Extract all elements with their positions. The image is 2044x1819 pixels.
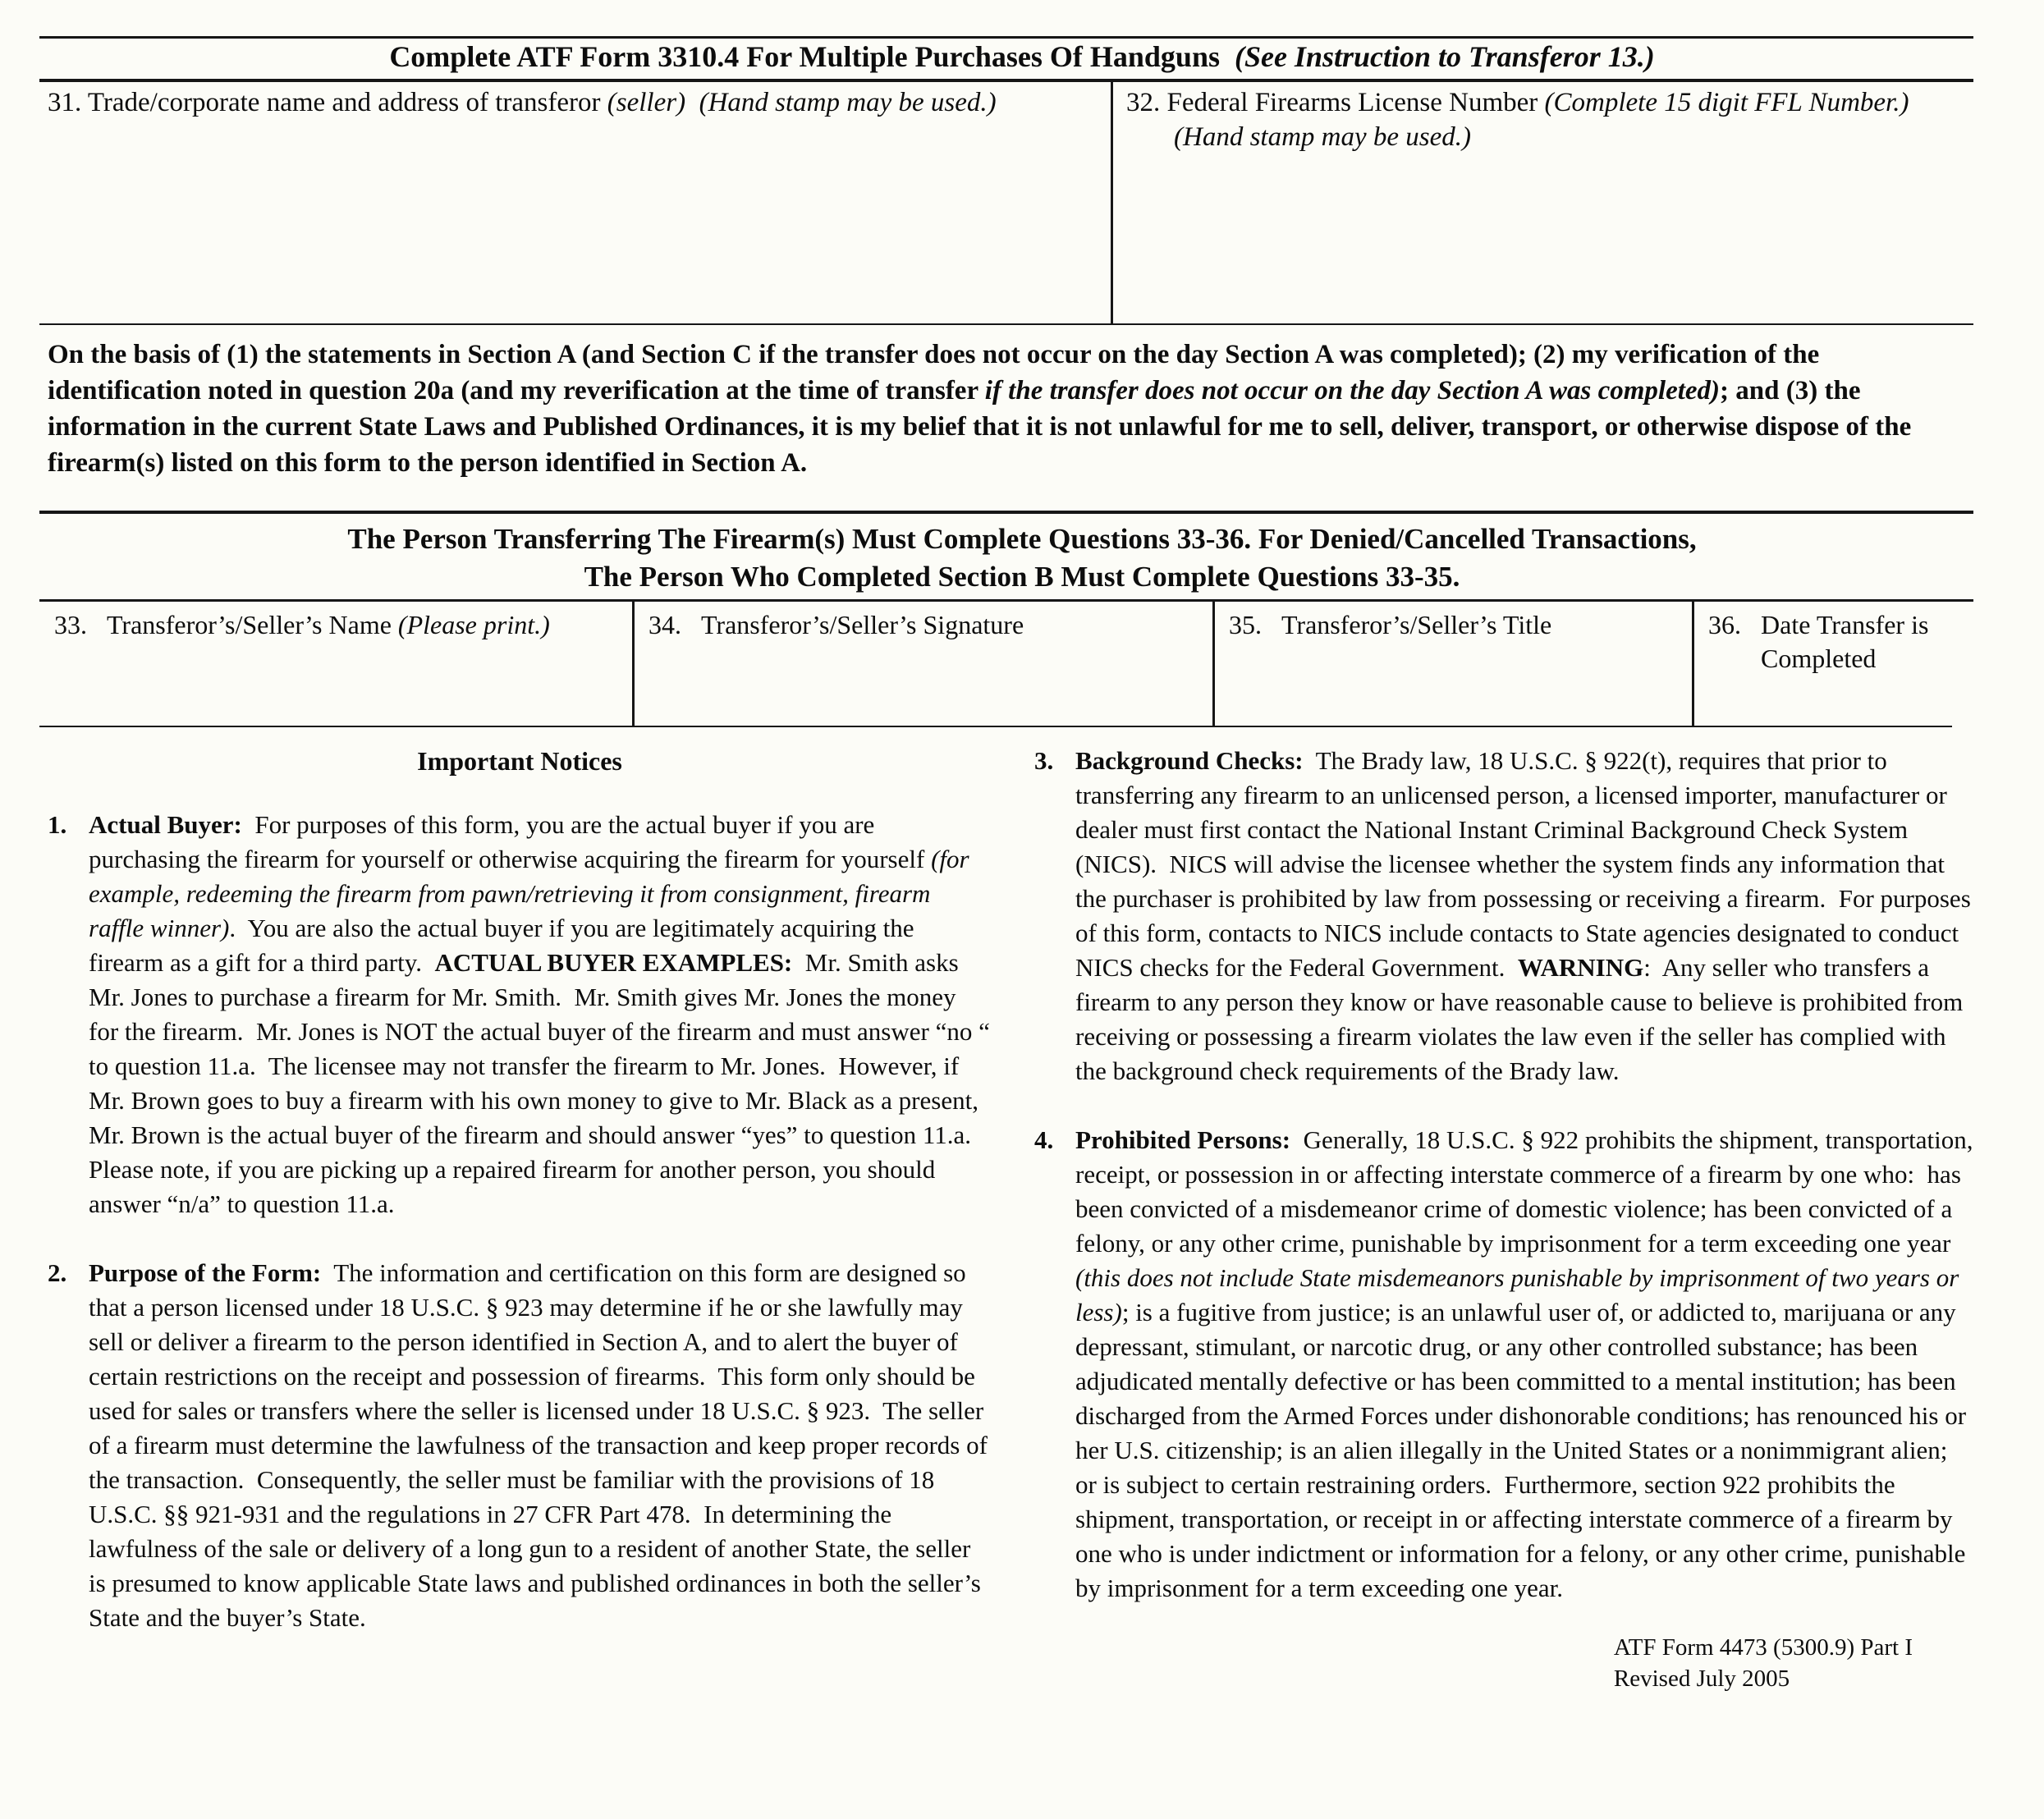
divider [1111, 79, 1113, 325]
transfer-section-header-line1: The Person Transferring The Firearm(s) Must Complete Questions 33-36. For Denied/Cancelled Transactions, [347, 523, 1697, 555]
field-33-text: Transferor’s/Seller’s Name (Please print.) [107, 610, 550, 639]
field-36-entry-area[interactable] [1702, 653, 1956, 726]
important-notices-heading: Important Notices [417, 746, 622, 776]
field-34-number: 34. [648, 610, 681, 639]
divider [39, 79, 1973, 82]
form-identifier-footer [1614, 1632, 1913, 1694]
divider [39, 511, 1973, 514]
notices-right-column [1034, 744, 1980, 1694]
field-34-text: Transferor’s/Seller’s Signature [701, 610, 1024, 639]
box-32-label: 32. Federal Firearms License Number (Complete 15 digit FFL Number.) (Hand stamp may be used.) [1126, 88, 1909, 152]
form-number-line: ATF Form 4473 (5300.9) Part I [1613, 1634, 1913, 1661]
notice-1-number: 1. [48, 810, 67, 839]
field-33-label [48, 602, 632, 642]
seller-certification-text: On the basis of (1) the statements in Section A (and Section C if the transfer does not occur on the day Section A was completed); (2) my verification of the identification noted in question 20a (and my reverification at the time of transfer if the transfer does not occur on the day Section A was completed); and (3) the information in the current State Laws and Published Ordinances, it is my belief that it is not unlawful for me to sell, deliver, transport, or otherwise dispose of the firearm(s) listed on this form to the person identified in Section A. [48, 340, 1918, 478]
multiple-purchases-banner: Complete ATF Form 3310.4 For Multiple Purchases Of Handguns (See Instruction to Transferor 13.) [389, 40, 1655, 73]
notice-1-body: Actual Buyer: For purposes of this form, you are the actual buyer if you are purchasing the firearm for yourself or otherwise acquiring the firearm for yourself (for example, redeeming the firearm from pawn/retrieving it from consignment, firearm raffle winner). You are also the actual buyer if you are legitimately acquiring the firearm as a gift for a third party. ACTUAL BUYER EXAMPLES: Mr. Smith asks Mr. Jones to purchase a firearm for Mr. Smith. Mr. Smith gives Mr. Jones the money for the firearm. Mr. Jones is NOT the actual buyer of the firearm and must answer “no “ to question 11.a. The licensee may not transfer the firearm to Mr. Jones. However, if Mr. Brown goes to buy a firearm with his own money to give to Mr. Black as a present, Mr. Brown is the actual buyer of the firearm and should answer “yes” to question 11.a. Please note, if you are picking up a repaired firearm for another person, you should answer “n/a” to question 11.a. [89, 810, 997, 1218]
field-33-seller-name [48, 602, 632, 726]
divider [632, 602, 635, 726]
field-35-entry-area[interactable] [1222, 653, 1692, 726]
transfer-section-header-line2: The Person Who Completed Section B Must Complete Questions 33-35. [584, 561, 1460, 593]
notice-3-number: 3. [1034, 746, 1054, 775]
field-35-label [1222, 602, 1692, 642]
box-31-label: 31. Trade/corporate name and address of transferor (seller) (Hand stamp may be used.) [48, 88, 997, 117]
field-36-text: Date Transfer is Completed [1761, 610, 1936, 673]
notice-item-2-purpose-of-form [48, 1256, 992, 1635]
field-36-date-transfer-completed [1702, 602, 1956, 726]
field-35-text: Transferor’s/Seller’s Title [1281, 610, 1552, 639]
form-revision-line: Revised July 2005 [1613, 1666, 1790, 1692]
field-35-number: 35. [1229, 610, 1262, 639]
notice-2-number: 2. [48, 1258, 67, 1287]
notices-left-column [48, 744, 997, 1635]
field-33-entry-area[interactable] [48, 653, 632, 726]
notice-item-3-background-checks [1034, 744, 1978, 1088]
notice-3-body: Background Checks: The Brady law, 18 U.S.C. § 922(t), requires that prior to transferring any firearm to an unlicensed person, a licensed importer, manufacturer or dealer must first contact the National Instant Criminal Background Check System (NICS). NICS will advise the licensee whether the system finds any information that the purchaser is prohibited by law from possessing or receiving a firearm. For purposes of this form, contacts to NICS include contacts to State agencies designated to conduct NICS checks for the Federal Government. WARNING: Any seller who transfers a firearm to any person they know or have reasonable cause to believe is prohibited from receiving or possessing a firearm violates the law even if the seller has complied with the background check requirements of the Brady law. [1075, 746, 1978, 1085]
field-33-number: 33. [54, 610, 87, 639]
field-34-seller-signature [642, 602, 1212, 726]
box-31-entry-area[interactable] [48, 166, 1098, 320]
box-32-entry-area[interactable] [1126, 166, 1955, 320]
notice-2-body: Purpose of the Form: The information and certification on this form are designed so that a person licensed under 18 U.S.C. § 923 may determine if he or she lawfully may sell or deliver a firearm to the person identified in Section A, and to alert the buyer of certain restrictions on the receipt and possession of firearms. This form only should be used for sales or transfers where the seller is licensed under 18 U.S.C. § 923. The seller of a firearm must determine the lawfulness of the transaction and keep proper records of the transaction. Consequently, the seller must be familiar with the provisions of 18 U.S.C. §§ 921-931 and the regulations in 27 CFR Part 478. In determining the lawfulness of the sale or delivery of a long gun to a resident of another State, the seller is presumed to know applicable State laws and published ordinances in both the seller’s State and the buyer’s State. [89, 1258, 994, 1632]
notice-4-body: Prohibited Persons: Generally, 18 U.S.C. § 922 prohibits the shipment, transportation, receipt, or possession in or affecting interstate commerce of a firearm by one who: has been convicted of a misdemeanor crime of domestic violence; has been convicted of a felony, or any other crime, punishable by imprisonment for a term exceeding one year (this does not include State misdemeanors punishable by imprisonment of two years or less); is a fugitive from justice; is an unlawful user of, or addicted to, marijuana or any depressant, stimulant, or narcotic drug, or any other controlled substance; has been adjudicated mentally defective or has been committed to a mental institution; has been discharged from the Armed Forces under dishonorable conditions; has renounced his or her U.S. citizenship; is an alien illegally in the United States or a nonimmigrant alien; or is subject to certain restraining orders. Furthermore, section 922 prohibits the shipment, transportation, or receipt in or affecting interstate commerce of a firearm by one who is under indictment or information for a felony, or any other crime, punishable by imprisonment for a term exceeding one year. [1075, 1125, 1980, 1602]
divider [39, 726, 1952, 727]
notice-4-number: 4. [1034, 1125, 1054, 1154]
field-36-number: 36. [1708, 610, 1741, 639]
notice-item-4-prohibited-persons [1034, 1123, 1980, 1606]
transfer-section-header [0, 520, 2044, 596]
field-35-seller-title [1222, 602, 1692, 726]
divider [39, 323, 1973, 325]
divider [1212, 602, 1215, 726]
notice-item-1-actual-buyer [48, 808, 997, 1221]
field-34-label [642, 602, 1212, 642]
divider [1692, 602, 1694, 726]
field-34-entry-area[interactable] [642, 653, 1212, 726]
